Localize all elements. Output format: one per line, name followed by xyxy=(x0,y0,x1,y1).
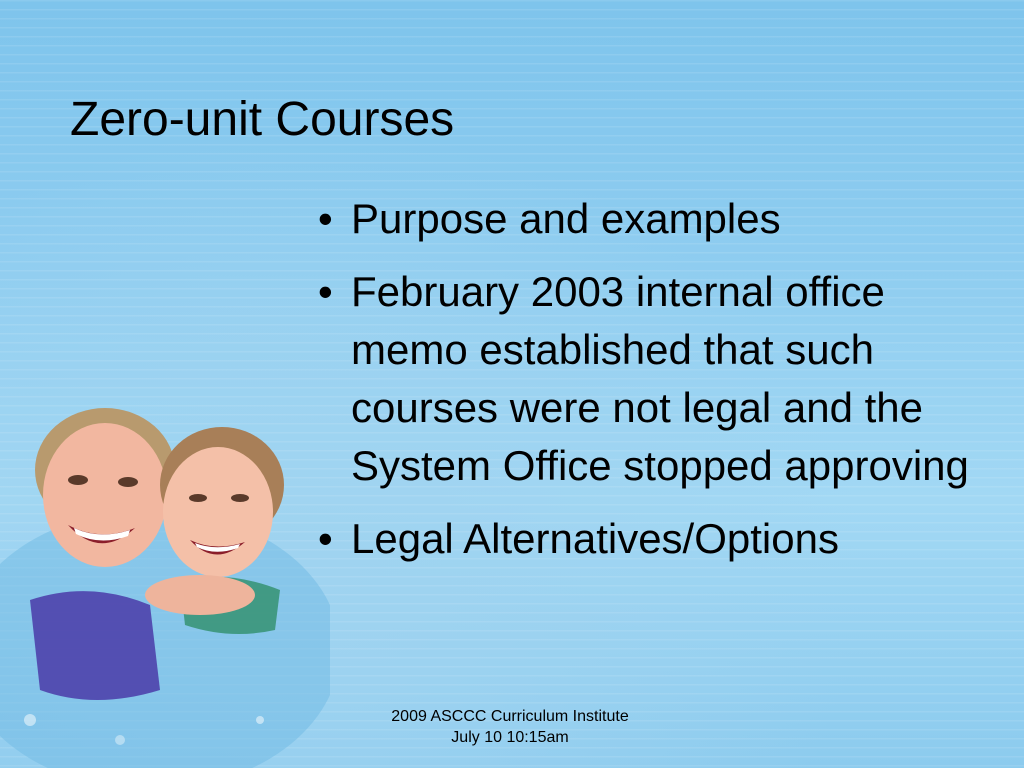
bullet-text: February 2003 internal office memo established that such courses were not legal and the System Office stopped approving xyxy=(351,268,969,489)
bullet-list xyxy=(318,190,1008,583)
footer-line-date: July 10 10:15am xyxy=(451,729,569,746)
bullet-item xyxy=(318,263,1008,495)
slide-title: Zero-unit Courses xyxy=(70,93,455,146)
bullet-item xyxy=(318,510,1008,568)
slide-footer xyxy=(330,706,690,748)
bullet-item xyxy=(318,190,1008,248)
bullet-text: Purpose and examples xyxy=(351,195,781,242)
bullet-text: Legal Alternatives/Options xyxy=(351,515,839,562)
bullet-icon: • xyxy=(318,268,333,315)
footer-line-event: 2009 ASCCC Curriculum Institute xyxy=(391,708,629,725)
bullet-icon: • xyxy=(318,195,333,242)
bullet-icon: • xyxy=(318,515,333,562)
children-swimming-photo xyxy=(0,390,330,768)
